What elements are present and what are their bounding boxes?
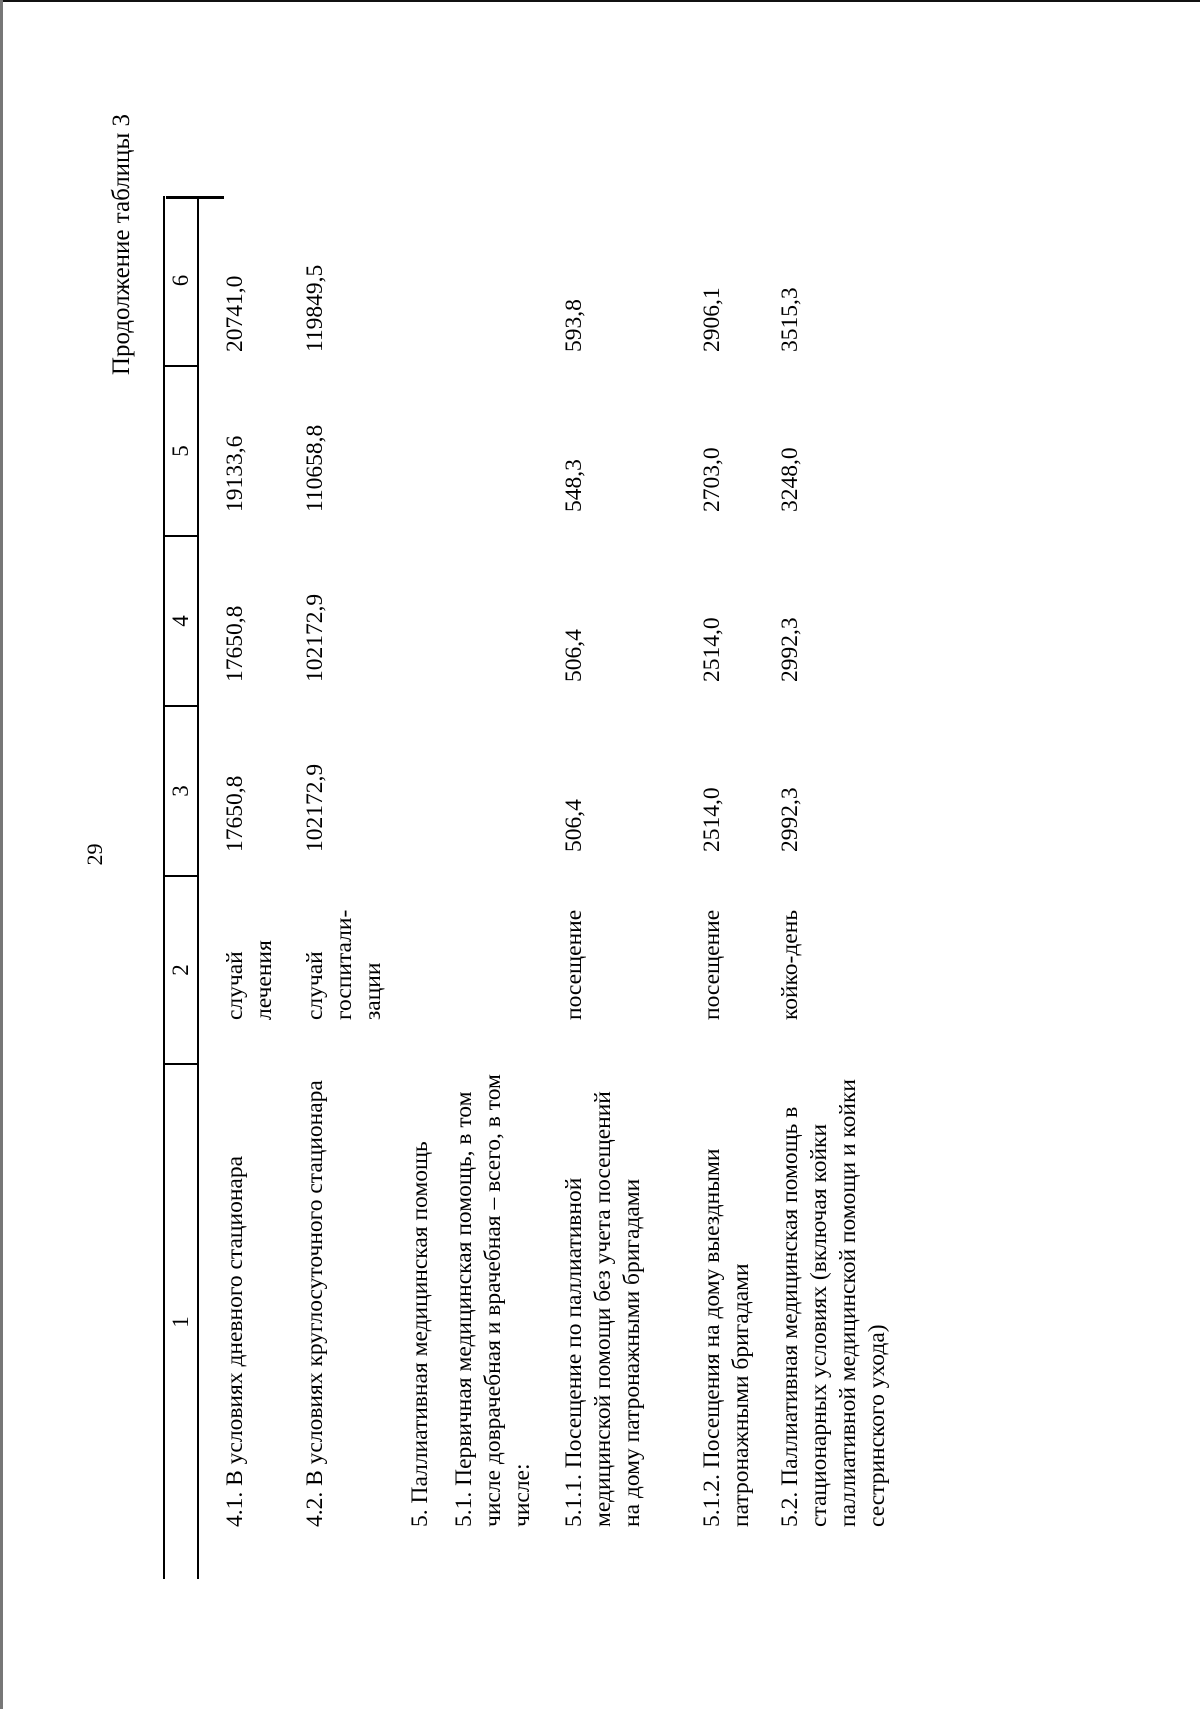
header-cell: 6 bbox=[164, 196, 198, 366]
row-value-col6: 119849,5 bbox=[302, 264, 328, 352]
table-row bbox=[758, 196, 896, 1579]
table-row bbox=[198, 196, 285, 1579]
table-row bbox=[388, 196, 436, 1579]
row-value-col3: 102172,9 bbox=[302, 763, 328, 852]
data-table bbox=[163, 196, 896, 1579]
row-name: 4.1. В условиях дневного стационара bbox=[222, 1155, 248, 1527]
row-value-col6: 3515,3 bbox=[777, 287, 803, 352]
row-value-col4: 102172,9 bbox=[302, 593, 328, 682]
row-name: 5.2. Паллиативная медицинская помощь в стационарных условиях (включая койки паллиативной медицинской помощи и койки сестринского ухода) bbox=[777, 1079, 890, 1527]
row-value-col3 bbox=[436, 706, 540, 876]
row-value-col4: 2992,3 bbox=[777, 617, 803, 682]
row-value-col3: 2992,3 bbox=[777, 787, 803, 852]
page-number: 29 bbox=[82, 843, 107, 866]
row-value-col6: 593,8 bbox=[561, 299, 587, 352]
row-value-col5: 548,3 bbox=[561, 459, 587, 512]
row-value-col3: 506,4 bbox=[561, 799, 587, 852]
row-value-col3: 2514,0 bbox=[699, 787, 725, 852]
table-caption: Продолжение таблицы 3 bbox=[108, 114, 135, 376]
row-value-col3 bbox=[388, 706, 436, 876]
row-value-col5: 110658,8 bbox=[302, 424, 328, 512]
row-name: 4.2. В условиях круглосуточного стационара bbox=[302, 1080, 328, 1527]
row-value-col6: 20741,0 bbox=[222, 275, 248, 352]
row-value-col4 bbox=[436, 536, 540, 706]
row-value-col4 bbox=[388, 536, 436, 706]
row-name: 5.1.2. Посещения на дому выездными патронажными бригадами bbox=[699, 1148, 754, 1527]
row-value-col5: 2703,0 bbox=[699, 447, 725, 512]
row-unit: случай лечения bbox=[222, 940, 277, 1020]
row-name: 5. Паллиативная медицинская помощь bbox=[407, 1141, 433, 1527]
row-value-col4: 2514,0 bbox=[699, 617, 725, 682]
row-unit: посещение bbox=[699, 909, 725, 1020]
table-row bbox=[678, 196, 758, 1579]
header-cell: 1 bbox=[164, 1064, 198, 1579]
row-unit: койко-день bbox=[777, 909, 803, 1020]
row-unit bbox=[388, 876, 436, 1064]
row-value-col6 bbox=[388, 196, 436, 366]
table-row bbox=[436, 196, 540, 1579]
header-cell: 5 bbox=[164, 366, 198, 536]
row-value-col4: 506,4 bbox=[561, 629, 587, 682]
row-name: 5.1.1. Посещение по паллиативной медицинской помощи без учета посещений на дому патронажными бригадами bbox=[561, 1091, 645, 1527]
header-cell: 2 bbox=[164, 876, 198, 1064]
row-value-col4: 17650,8 bbox=[222, 605, 248, 682]
row-unit bbox=[436, 876, 540, 1064]
header-cell: 4 bbox=[164, 536, 198, 706]
table-row bbox=[540, 196, 678, 1579]
row-value-col3: 17650,8 bbox=[222, 775, 248, 852]
row-unit: посещение bbox=[561, 909, 587, 1020]
header-row bbox=[164, 196, 198, 1579]
row-value-col5: 3248,0 bbox=[777, 447, 803, 512]
row-value-col6: 2906,1 bbox=[699, 287, 725, 352]
row-value-col5 bbox=[436, 366, 540, 536]
row-value-col5 bbox=[388, 366, 436, 536]
row-value-col5: 19133,6 bbox=[222, 435, 248, 512]
row-name: 5.1. Первичная медицинская помощь, в том числе доврачебная и врачебная – всего, в том числе: bbox=[451, 1074, 535, 1527]
row-value-col6 bbox=[436, 196, 540, 366]
header-cell: 3 bbox=[164, 706, 198, 876]
table-row bbox=[285, 196, 388, 1579]
row-unit: случай госпитали-зации bbox=[302, 909, 386, 1020]
